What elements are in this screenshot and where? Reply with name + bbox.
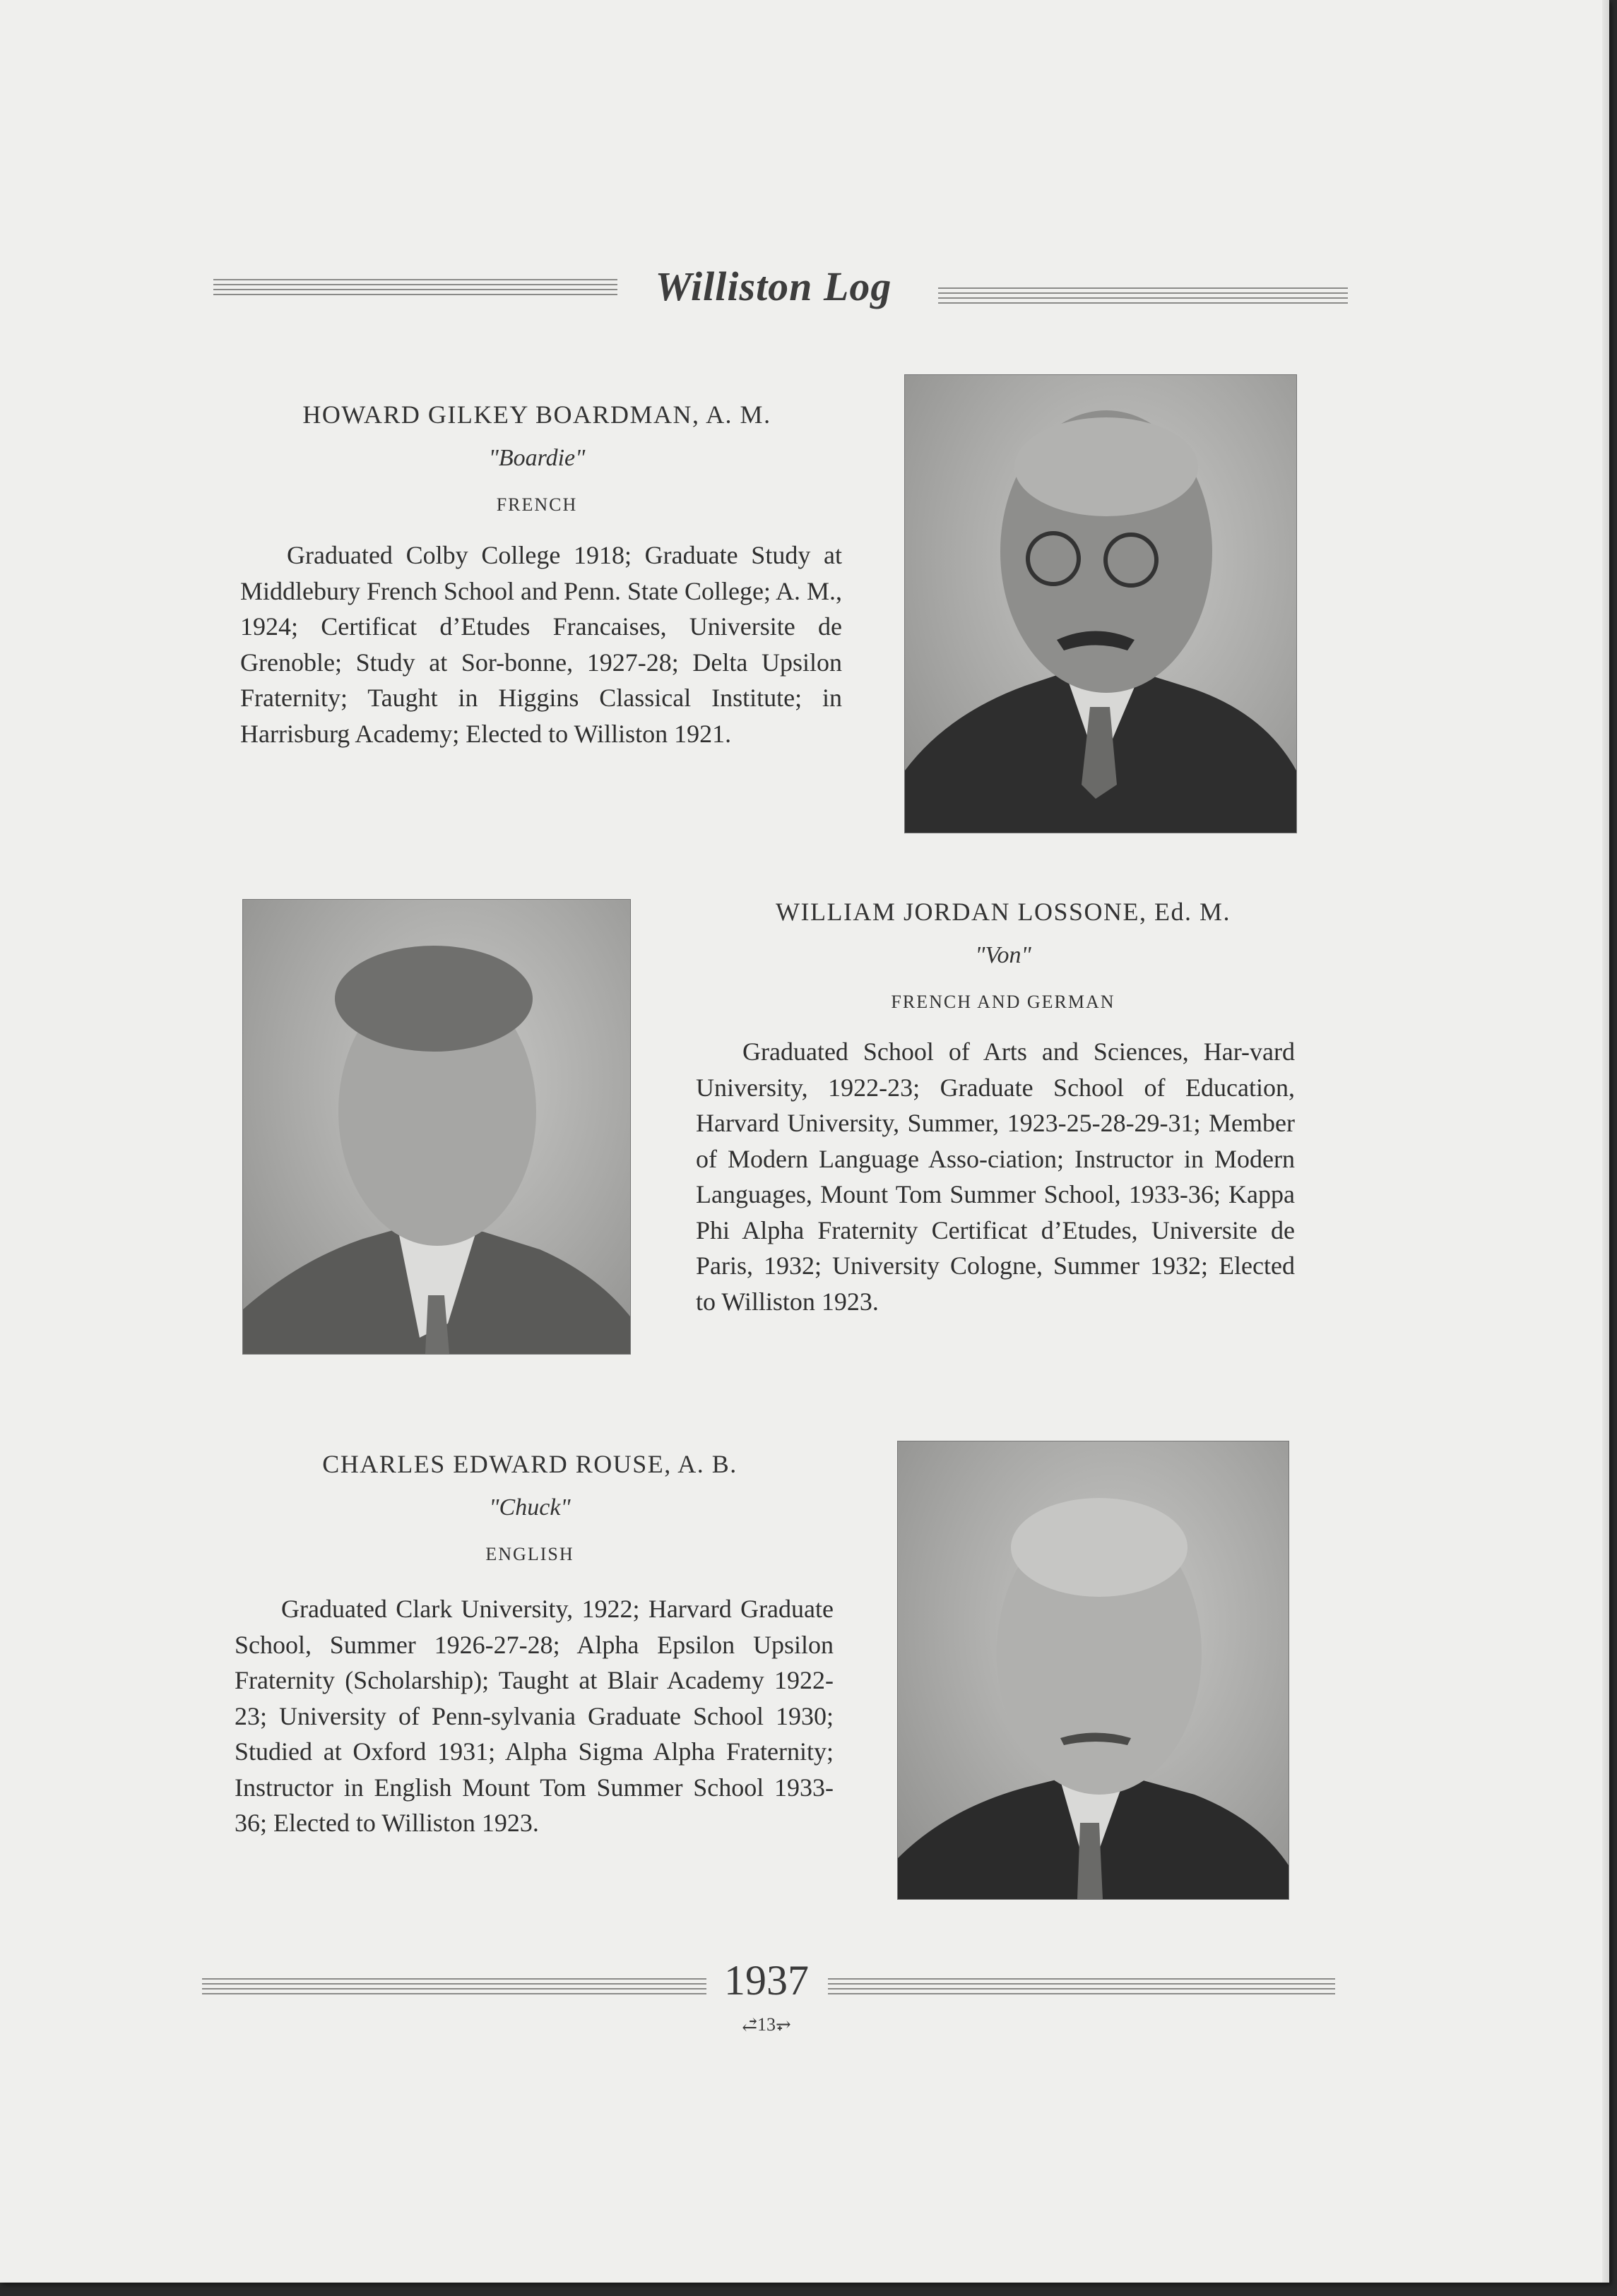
faculty-department: FRENCH AND GERMAN — [891, 992, 1115, 1012]
portrait-silhouette — [243, 900, 630, 1354]
footer-year: 1937 — [724, 1957, 809, 2004]
faculty-department: ENGLISH — [485, 1544, 574, 1564]
footer-rule-left — [202, 1976, 706, 1994]
faculty-nickname: "Boardie" — [488, 445, 586, 471]
faculty-department: FRENCH — [496, 494, 578, 515]
faculty-name: HOWARD GILKEY BOARDMAN, A. M. — [302, 400, 771, 429]
faculty-bio: Graduated Clark University, 1922; Harvard Graduate School, Summer 1926-27-28; Alpha Epsilon Upsilon Fraternity (Scholarship); Taught at Blair Academy 1922-23; University of Penn-sylvania Graduate School 1930; Studied at Oxford 1931; Alpha Sigma Alpha Fraternity; Instructor in English Mount Tom Summer School 1933-36; Elected to Williston 1923. — [235, 1595, 834, 1837]
page-header-title: Williston Log — [655, 263, 892, 309]
portrait-photo — [904, 374, 1297, 833]
header-rule-right — [938, 285, 1348, 304]
portrait-silhouette — [905, 375, 1296, 833]
faculty-name: CHARLES EDWARD ROUSE, A. B. — [322, 1450, 738, 1478]
portrait-photo — [897, 1441, 1289, 1900]
faculty-nickname: "Von" — [975, 942, 1031, 968]
faculty-nickname: "Chuck" — [489, 1494, 571, 1521]
portrait-silhouette — [898, 1441, 1289, 1899]
faculty-bio: Graduated Colby College 1918; Graduate Study at Middlebury French School and Penn. State College; A. M., 1924; Certificat d’Etudes Francaises, Universite de Grenoble; Study at Sor-bonne, 1927-28; Delta Upsilon Fraternity; Taught in Higgins Classical Institute; in Harrisburg Academy; Elected to Williston 1921. — [240, 541, 842, 748]
faculty-name: WILLIAM JORDAN LOSSONE, Ed. M. — [776, 898, 1231, 926]
header-rule-left — [213, 277, 617, 295]
faculty-bio: Graduated School of Arts and Sciences, Har-vard University, 1922-23; Graduate School of Education, Harvard University, Summer, 1923-25-28-29-31; Member of Modern Language Asso-ciation; Instructor in Modern Languages, Mount Tom Summer School, 1933-36; Kappa Phi Alpha Fraternity Certificat d’Etudes, Universite de Paris, 1932; University Cologne, Summer 1932; Elected to Williston 1923. — [696, 1037, 1295, 1316]
portrait-photo — [242, 899, 631, 1355]
page-number: ⥄13⥅ — [742, 2014, 791, 2035]
footer-rule-right — [828, 1976, 1335, 1994]
